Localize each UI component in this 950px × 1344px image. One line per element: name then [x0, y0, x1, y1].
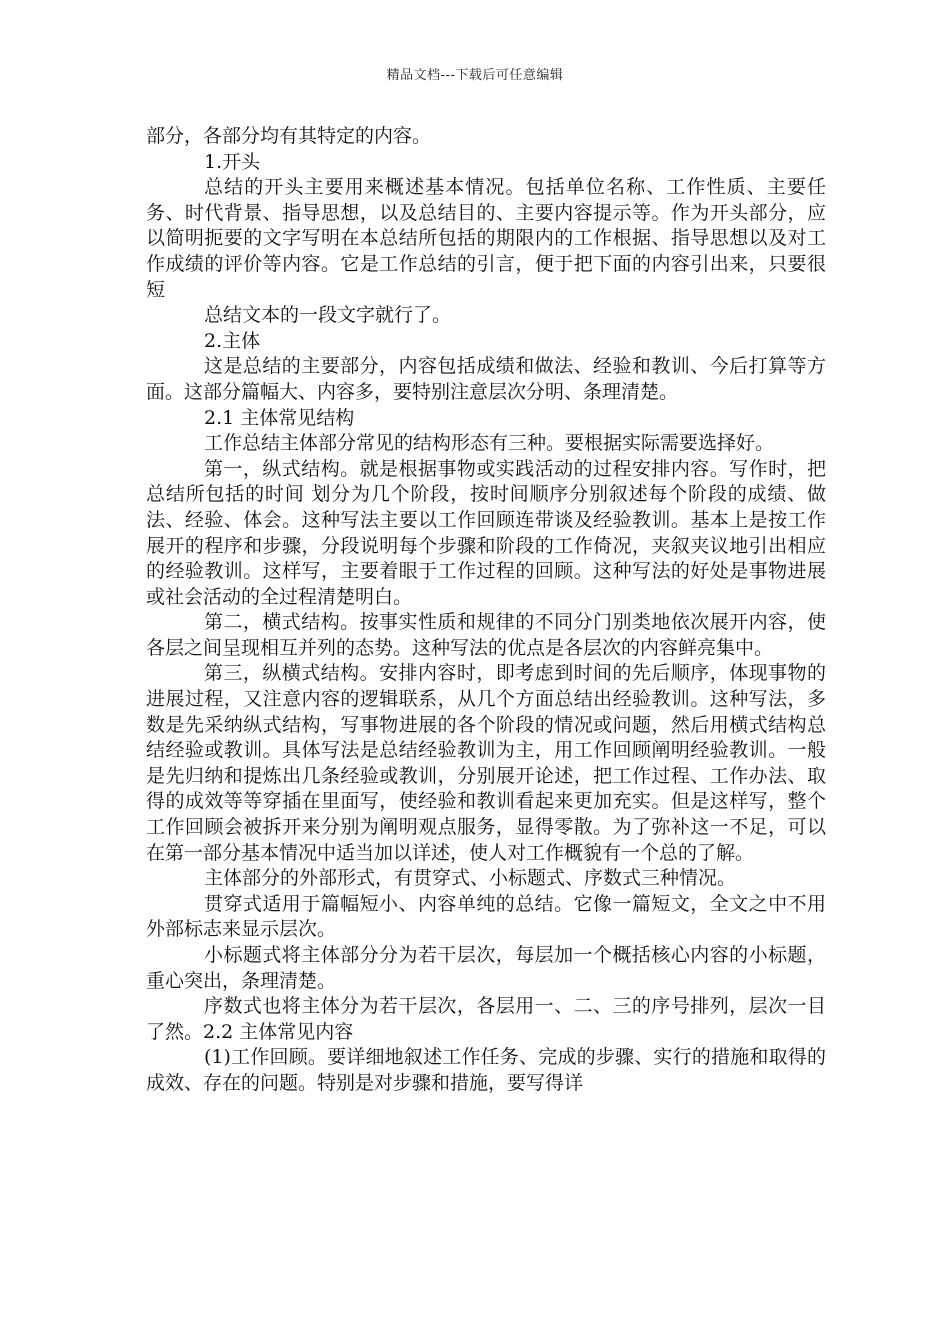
- paragraph: 这是总结的主要部分，内容包括成绩和做法、经验和教训、今后打算等方面。这部分篇幅大、内容多，要特别注意层次分明、条理清楚。: [146, 355, 826, 403]
- section-heading: 1.开头: [204, 150, 261, 173]
- paragraph: 第一，纵式结构。就是根据事物或实践活动的过程安排内容。写作时，把总结所包括的时间 划分为几个阶段，按时间顺序分别叙述每个阶段的成绩、做法、经验、体会。这种写法主要以工作回顾连带谈及经验教训。基本上是按工作展开的程序和步骤，分段说明每个步骤和阶段的工作倚况，夹叙夹议地引出相应的经验教训。这样写，主要着眼于工作过程的回顾。这种写法的好处是事物进展或社会活动的全过程清楚明白。: [146, 457, 826, 608]
- paragraph: 总结文本的一段文字就行了。: [204, 304, 452, 327]
- page-header: 精品文档---下载后可任意编辑: [386, 68, 564, 83]
- section-heading: 2.主体: [204, 329, 261, 352]
- paragraph: 部分，各部分均有其特定的内容。: [146, 125, 432, 147]
- paragraph: 序数式也将主体分为若干层次，各层用一、二、三的序号排列，层次一目了然。2.2 主体常见内容: [146, 995, 826, 1043]
- paragraph: 第二，横式结构。按事实性质和规律的不同分门别类地依次展开内容，使各层之间呈现相互并列的态势。这种写法的优点是各层次的内容鲜亮集中。: [146, 611, 826, 659]
- paragraph: (1)工作回顾。要详细地叙述工作任务、完成的步骤、实行的措施和取得的成效、存在的问题。特别是对步骤和措施，要写得详: [146, 1046, 826, 1094]
- document-body: [146, 124, 826, 1097]
- paragraph: 贯穿式适用于篇幅短小、内容单纯的总结。它像一篇短文，全文之中不用外部标志来显示层次。: [146, 892, 826, 941]
- paragraph: 小标题式将主体部分分为若干层次，每层加一个概括核心内容的小标题，重心突出，条理清楚。: [146, 944, 826, 992]
- paragraph: 工作总结主体部分常见的结构形态有三种。要根据实际需要选择好。: [204, 432, 775, 455]
- paragraph: 第三，纵横式结构。安排内容时，即考虑到时间的先后顺序，体现事物的进展过程，又注意内容的逻辑联系，从几个方面总结出经验教训。这种写法，多数是先采纳纵式结构，写事物进展的各个阶段的情况或问题，然后用横式结构总结经验或教训。具体写法是总结经验教训为主，用工作回顾阐明经验教训。一般是先归纳和提炼出几条经验或教训，分别展开论述，把工作过程、工作办法、取得的成效等等穿插在里面写，使经验和教训看起来更加充实。但是这样写，整个工作回顾会被拆开来分别为阐明观点服务，显得零散。为了弥补这一不足，可以在第一部分基本情况中适当加以详述，使人对工作概貌有一个总的了解。: [146, 662, 826, 864]
- paragraph: 主体部分的外部形式，有贯穿式、小标题式、序数式三种情况。: [204, 867, 737, 890]
- section-heading: 2.1 主体常见结构: [204, 406, 355, 429]
- paragraph: 总结的开头主要用来概述基本情况。包括单位名称、工作性质、主要任务、时代背景、指导思想，以及总结目的、主要内容提示等。作为开头部分，应以简明扼要的文字写明在本总结所包括的期限内的工作根据、指导思想以及对工作成绩的评价等内容。它是工作总结的引言，便于把下面的内容引出来，只要很短: [146, 176, 826, 301]
